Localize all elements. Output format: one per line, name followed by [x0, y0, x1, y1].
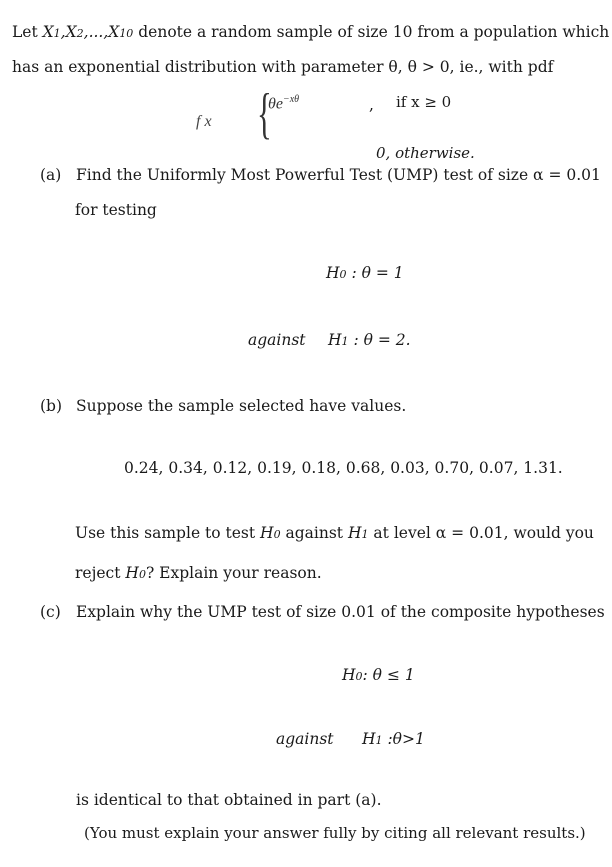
pdf-case2: 0, otherwise. [376, 144, 475, 162]
part-a-text-1: Find the Uniformly Most Powerful Test (UMP) test of size α = 0.01 [76, 166, 601, 184]
part-a-h1-rest: : θ = 2. [348, 331, 411, 349]
pdf-case1-cond: if x ≥ 0 [396, 93, 452, 111]
part-c-h1-sub: 1 [375, 734, 383, 747]
part-b-text-2a: Use this sample to test [75, 524, 261, 542]
var-x10-sub: 10 [119, 27, 134, 40]
var-x1: X [42, 23, 54, 41]
var-xdots: ,...,X [83, 23, 120, 41]
part-a-h0-rest: : θ = 1 [346, 264, 404, 282]
pdf-case1-base: θe [268, 95, 283, 113]
part-b-h0-letter: H [260, 524, 274, 542]
part-a-h0-letter: H [326, 264, 340, 282]
part-a-h0 [326, 263, 404, 285]
part-c-h1-rest: :θ>1 [382, 730, 425, 748]
part-c-text-3: (You must explain your answer fully by citing all relevant results.) [84, 824, 586, 842]
part-a-label: (a) [40, 166, 62, 184]
intro-let: Let [12, 23, 43, 41]
pdf-brace: { [257, 83, 272, 145]
part-c-h0 [342, 665, 415, 687]
part-b-text-2 [75, 523, 594, 545]
part-b-text-2b: against [280, 524, 348, 542]
part-b-label: (b) [40, 397, 63, 415]
part-a-h1-sub: 1 [341, 335, 349, 348]
part-b-text-2c: at level α = 0.01, would you [368, 524, 594, 542]
part-c-label: (c) [40, 603, 61, 621]
part-b-h1-sub: 1 [361, 528, 369, 541]
part-c-h0-sub: 0 [355, 670, 363, 683]
intro-line-1 [12, 22, 609, 44]
part-a-against: against [248, 331, 306, 349]
pdf-comma: , [369, 96, 374, 114]
part-b-h0b-letter: H [125, 564, 139, 582]
pdf-lhs: f x [196, 113, 212, 130]
part-a-h0-sub: 0 [339, 268, 347, 281]
part-b-h0-sub: 0 [273, 528, 281, 541]
part-c-text-2: is identical to that obtained in part (a). [76, 791, 382, 809]
part-b-h0b-sub: 0 [138, 568, 146, 581]
pdf-case1-exp: −xθ [282, 94, 300, 105]
part-b-h1-letter: H [347, 524, 362, 542]
part-b-values: 0.24, 0.34, 0.12, 0.19, 0.18, 0.68, 0.03, 0.70, 0.07, 1.31. [124, 459, 563, 477]
part-c-h1-letter: H [362, 730, 376, 748]
var-x1-sub: 1 [53, 27, 61, 40]
part-a-text-2: for testing [75, 201, 157, 219]
part-b-text-3a: reject [75, 564, 126, 582]
var-x2: ,X [60, 23, 77, 41]
part-c-h0-rest: : θ ≤ 1 [362, 666, 415, 684]
part-a-h1-letter: H [328, 331, 342, 349]
intro-line-1-rest: denote a random sample of size 10 from a population which [133, 23, 610, 41]
part-c-text-1: Explain why the UMP test of size 0.01 of the composite hypotheses [76, 603, 605, 621]
intro-line-2: has an exponential distribution with parameter θ, θ > 0, ie., with pdf [12, 58, 554, 76]
pdf-case1-expr [268, 90, 299, 114]
part-c-h1 [362, 729, 425, 751]
var-x2-sub: 2 [76, 27, 84, 40]
part-b-text-1: Suppose the sample selected have values. [76, 397, 407, 415]
part-c-h0-letter: H [342, 666, 356, 684]
part-c-against: against [276, 730, 334, 748]
part-b-text-3 [75, 563, 322, 585]
part-a-h1 [328, 330, 411, 352]
part-b-text-3b: ? Explain your reason. [145, 564, 322, 582]
